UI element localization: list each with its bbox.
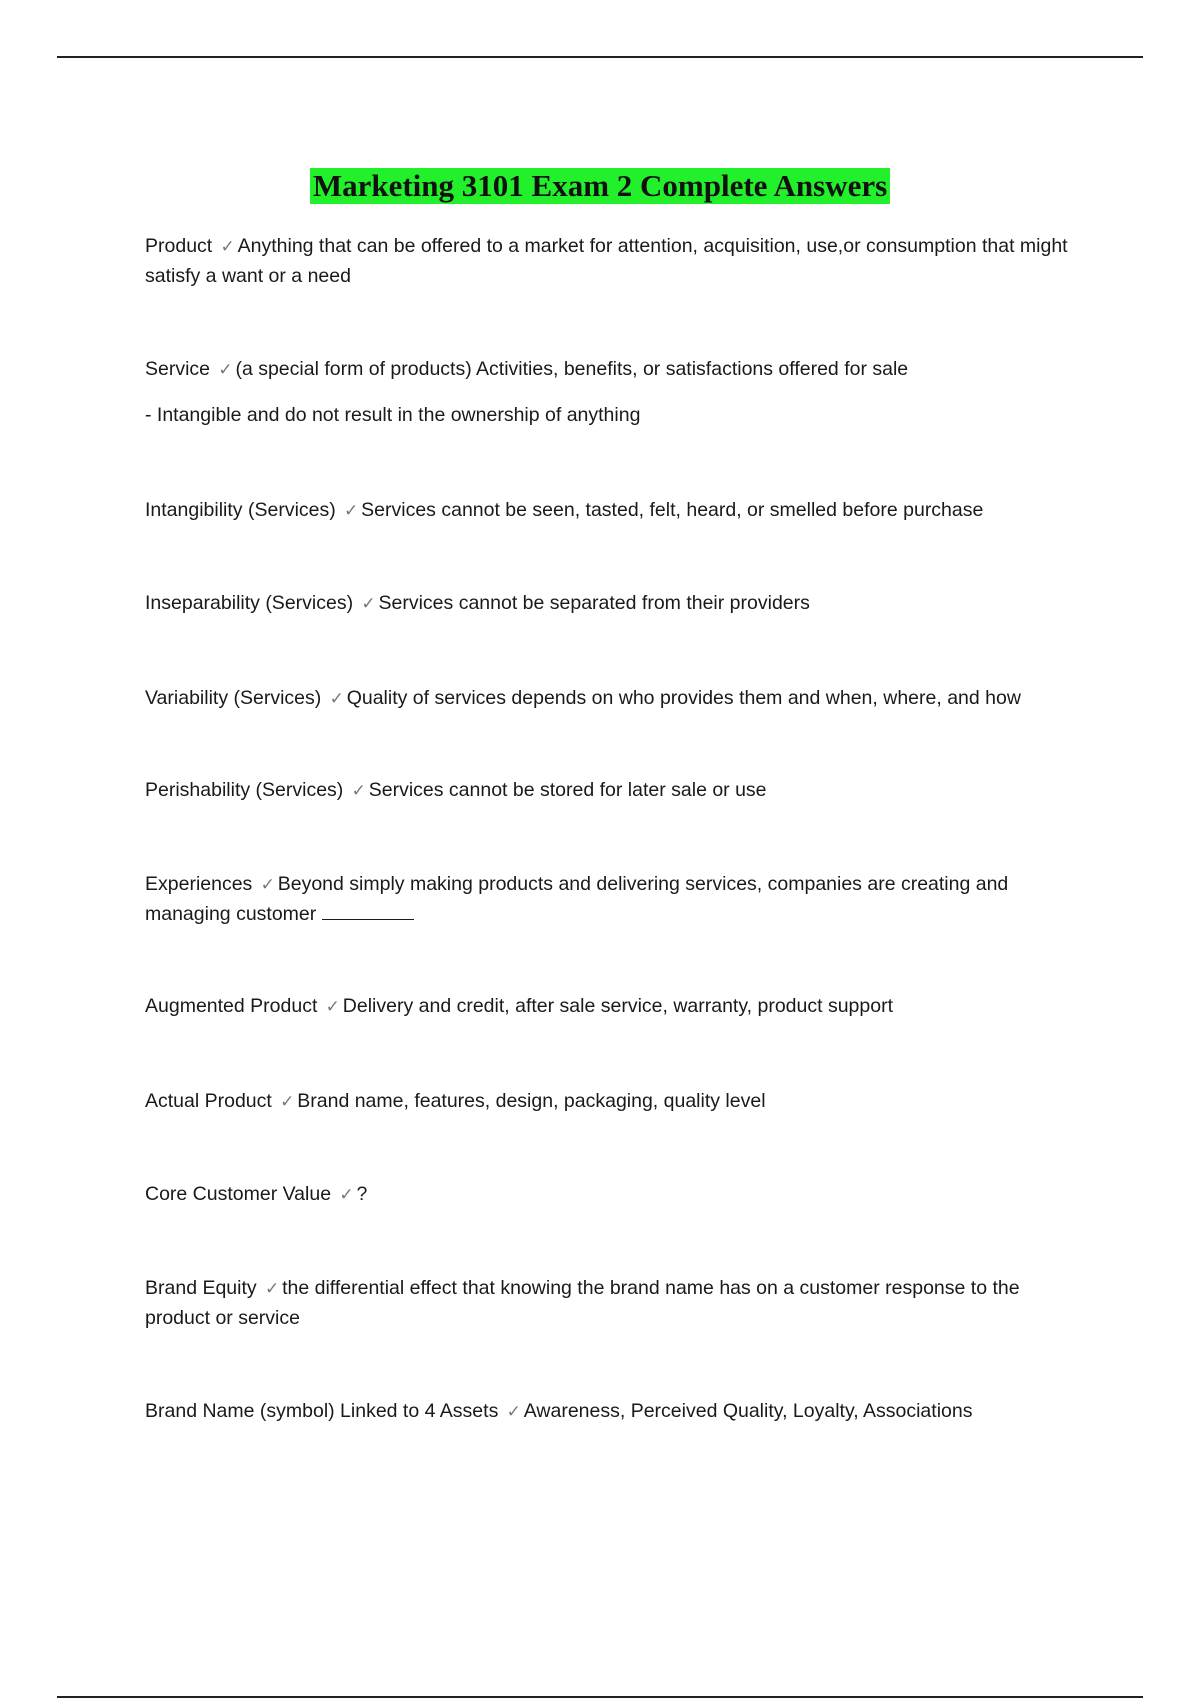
entry-service-note [145, 401, 1090, 430]
footer-rule [57, 1696, 1143, 1698]
entry-term: Brand Equity [145, 1277, 257, 1299]
entry-term: Intangibility (Services) [145, 499, 336, 521]
title-container [0, 168, 1200, 204]
entry-definition: Delivery and credit, after sale service, warranty, product support [342, 995, 893, 1017]
entry-experiences [145, 870, 1090, 929]
check-mark-icon: ✓ [260, 875, 275, 895]
check-mark-icon: ✓ [325, 997, 340, 1017]
entry-term: Brand Name (symbol) Linked to 4 Assets [145, 1400, 499, 1422]
entry-definition: Anything that can be offered to a market for attention, acquisition, use,or consumption that might satisfy a want or a need [145, 235, 1068, 287]
entry-definition: Quality of services depends on who provides them and when, where, and how [346, 687, 1021, 709]
entry-definition: the differential effect that knowing the brand name has on a customer response to the product or service [145, 1277, 1020, 1329]
document-title: Marketing 3101 Exam 2 Complete Answers [310, 168, 890, 204]
entry-term: Augmented Product [145, 995, 318, 1017]
check-mark-icon: ✓ [220, 237, 235, 257]
entry-variability [145, 684, 1090, 714]
entry-term: Variability (Services) [145, 687, 322, 709]
entry-term: Perishability (Services) [145, 779, 344, 801]
entry-augmented-product [145, 992, 1090, 1022]
entry-definition: ? [356, 1183, 368, 1205]
check-mark-icon: ✓ [218, 360, 233, 380]
entry-brand-name [145, 1397, 1090, 1427]
entry-term: Actual Product [145, 1090, 272, 1112]
entry-actual-product [145, 1087, 1090, 1117]
entry-core-customer-value [145, 1180, 1090, 1210]
entry-inseparability [145, 589, 1090, 619]
check-mark-icon: ✓ [344, 501, 359, 521]
entry-product [145, 232, 1090, 291]
fill-in-blank [322, 901, 414, 920]
entry-term: Product [145, 235, 213, 257]
entry-intangibility [145, 496, 1090, 526]
entry-service [145, 355, 1090, 385]
entry-definition: Awareness, Perceived Quality, Loyalty, Associations [523, 1400, 973, 1422]
check-mark-icon: ✓ [264, 1279, 280, 1299]
entry-definition: Beyond simply making products and delivering services, companies are creating and managing customer [145, 873, 1009, 925]
check-mark-icon: ✓ [351, 781, 366, 801]
entry-note: - Intangible and do not result in the ownership of anything [145, 404, 641, 426]
check-mark-icon: ✓ [329, 689, 344, 709]
check-mark-icon: ✓ [361, 594, 376, 614]
entry-term: Experiences [145, 873, 253, 895]
entry-perishability [145, 776, 1090, 806]
check-mark-icon: ✓ [506, 1402, 521, 1422]
entry-term: Core Customer Value [145, 1183, 332, 1205]
entry-definition: Services cannot be seen, tasted, felt, heard, or smelled before purchase [361, 499, 984, 521]
entry-term: Service [145, 358, 211, 380]
entry-definition: Services cannot be stored for later sale or use [368, 779, 767, 801]
entry-definition: (a special form of products) Activities, benefits, or satisfactions offered for sale [235, 358, 909, 380]
header-rule [57, 56, 1143, 58]
entry-definition: Services cannot be separated from their providers [378, 592, 810, 614]
check-mark-icon: ✓ [339, 1185, 354, 1205]
entry-term: Inseparability (Services) [145, 592, 354, 614]
check-mark-icon: ✓ [280, 1092, 295, 1112]
entry-brand-equity [145, 1274, 1090, 1333]
entry-definition: Brand name, features, design, packaging, quality level [297, 1090, 766, 1112]
